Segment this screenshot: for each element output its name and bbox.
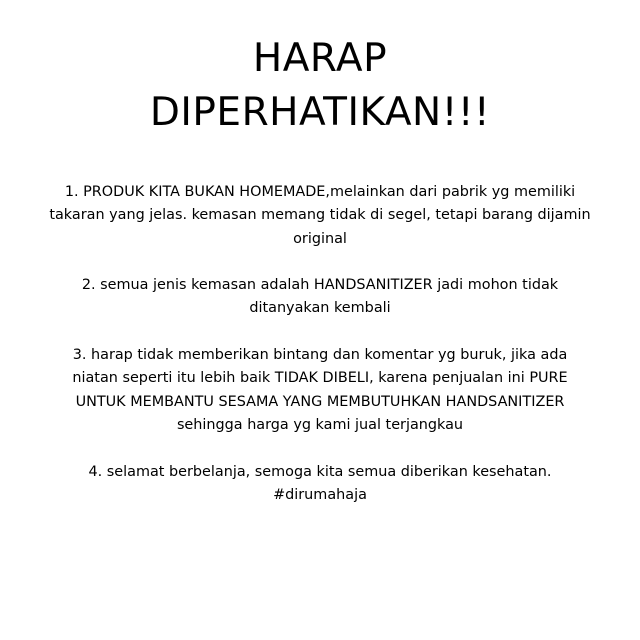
notice-item-2 bbox=[18, 274, 622, 321]
notice-list bbox=[18, 181, 622, 530]
notice-4-line-2: #dirumahaja bbox=[273, 486, 367, 503]
notice-item-3 bbox=[18, 344, 622, 437]
notice-1-line-3: original bbox=[293, 230, 347, 247]
page-title bbox=[0, 32, 640, 140]
notice-3-line-1: 3. harap tidak memberikan bintang dan komentar yg buruk, jika ada bbox=[72, 347, 568, 364]
notice-3-line-2: niatan seperti itu lebih baik TIDAK DIBELI, karena penjualan ini PURE bbox=[72, 370, 568, 387]
notice-item-1 bbox=[18, 181, 622, 251]
notice-3-line-3: UNTUK MEMBANTU SESAMA YANG MEMBUTUHKAN HANDSANITIZER bbox=[75, 393, 565, 410]
title-line-2: DIPERHATIKAN!!! bbox=[149, 90, 491, 135]
notice-2-line-2: ditanyakan kembali bbox=[249, 300, 391, 317]
notice-1-line-1: 1. PRODUK KITA BUKAN HOMEMADE,melainkan dari pabrik yg memiliki bbox=[64, 184, 576, 200]
title-line-1: HARAP bbox=[252, 36, 388, 81]
notice-item-4 bbox=[18, 461, 622, 508]
notice-2-line-1: 2. semua jenis kemasan adalah HANDSANITIZER jadi mohon tidak bbox=[81, 277, 559, 294]
notice-1-line-2: takaran yang jelas. kemasan memang tidak di segel, tetapi barang dijamin bbox=[49, 207, 591, 224]
notice-4-line-1: 4. selamat berbelanja, semoga kita semua diberikan kesehatan. bbox=[88, 463, 552, 480]
notice-3-line-4: sehingga harga yg kami jual terjangkau bbox=[176, 416, 464, 433]
